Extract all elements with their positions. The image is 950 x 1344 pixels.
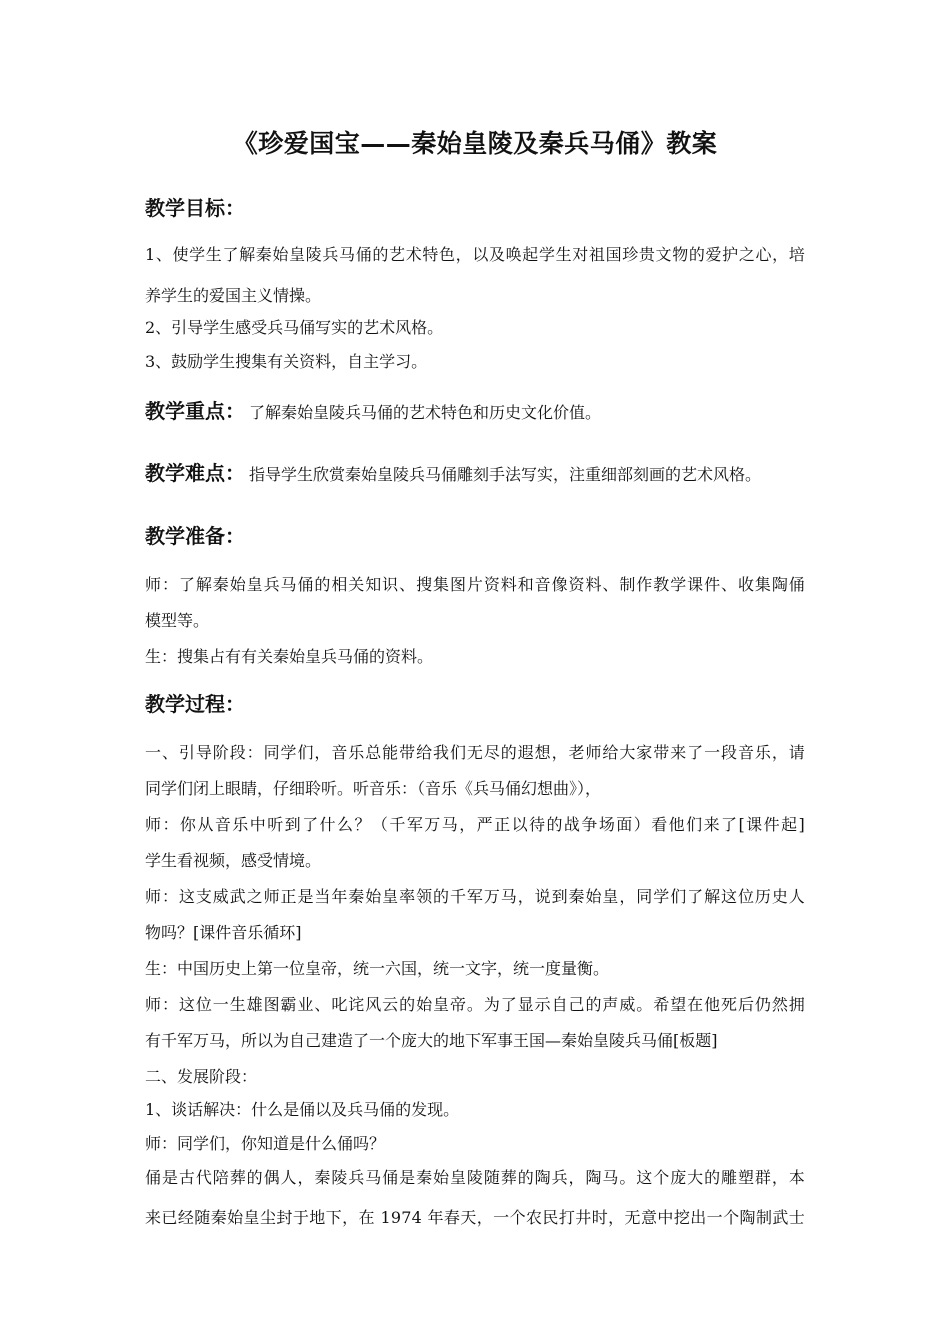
objectives-line-3: 2、引导学生感受兵马俑写实的艺术风格。 — [145, 318, 444, 337]
process-line-4: 学生看视频，感受情境。 — [145, 851, 322, 870]
process-line-8: 师：这位一生雄图霸业、叱诧风云的始皇帝。为了显示自己的声威。希望在他死后仍然拥 — [145, 995, 805, 1014]
objectives-line-1: 1、使学生了解秦始皇陵兵马俑的艺术特色，以及唤起学生对祖国珍贵文物的爱护之心，培 — [145, 245, 805, 264]
process-line-14: 来已经随秦始皇尘封于地下，在 1974 年春天，一个农民打井时，无意中挖出一个陶制武士 — [145, 1208, 805, 1227]
difficulties-text: 指导学生欣赏秦始皇陵兵马俑雕刻手法写实，注重细部刻画的艺术风格。 — [249, 465, 762, 484]
process-line-2: 同学们闭上眼睛，仔细聆听。听音乐：（音乐《兵马俑幻想曲》）， — [145, 779, 602, 798]
process-line-10: 二、发展阶段： — [145, 1067, 258, 1086]
process-line-9: 有千军万马，所以为自己建造了一个庞大的地下军事王国—秦始皇陵兵马俑[板题] — [145, 1031, 718, 1050]
difficulties-heading: 教学难点： — [145, 461, 245, 485]
process-line-7: 生：中国历史上第一位皇帝，统一六国，统一文字，统一度量衡。 — [145, 959, 610, 978]
preparation-line-2: 模型等。 — [145, 611, 210, 630]
process-line-5: 师：这支威武之师正是当年秦始皇率领的千军万马，说到秦始皇，同学们了解这位历史人 — [145, 887, 805, 906]
key-points-text: 了解秦始皇陵兵马俑的艺术特色和历史文化价值。 — [249, 403, 602, 422]
objectives-heading: 教学目标： — [145, 196, 245, 220]
objectives-line-2: 养学生的爱国主义情操。 — [145, 286, 322, 305]
document-title: 《珍爱国宝——秦始皇陵及秦兵马俑》教案 — [232, 129, 718, 158]
process-line-11: 1、谈话解决：什么是俑以及兵马俑的发现。 — [145, 1100, 460, 1119]
process-heading: 教学过程： — [145, 692, 245, 716]
process-line-12: 师：同学们，你知道是什么俑吗？ — [145, 1134, 386, 1153]
preparation-heading: 教学准备： — [145, 524, 245, 548]
preparation-line-3: 生：搜集占有有关秦始皇兵马俑的资料。 — [145, 647, 434, 666]
key-points-section — [145, 396, 601, 428]
objectives-line-4: 3、鼓励学生搜集有关资料，自主学习。 — [145, 352, 428, 371]
process-line-3: 师：你从音乐中听到了什么？（千军万马，严正以待的战争场面）看他们来了[课件起] — [145, 815, 805, 834]
preparation-line-1: 师：了解秦始皇兵马俑的相关知识、搜集图片资料和音像资料、制作教学课件、收集陶俑 — [145, 575, 805, 594]
process-line-13: 俑是古代陪葬的偶人，秦陵兵马俑是秦始皇陵随葬的陶兵，陶马。这个庞大的雕塑群，本 — [145, 1168, 805, 1187]
process-line-1: 一、引导阶段：同学们，音乐总能带给我们无尽的遐想，老师给大家带来了一段音乐，请 — [145, 743, 805, 762]
difficulties-section — [145, 458, 761, 490]
key-points-heading: 教学重点： — [145, 399, 245, 423]
process-line-6: 物吗？[课件音乐循环] — [145, 923, 302, 942]
